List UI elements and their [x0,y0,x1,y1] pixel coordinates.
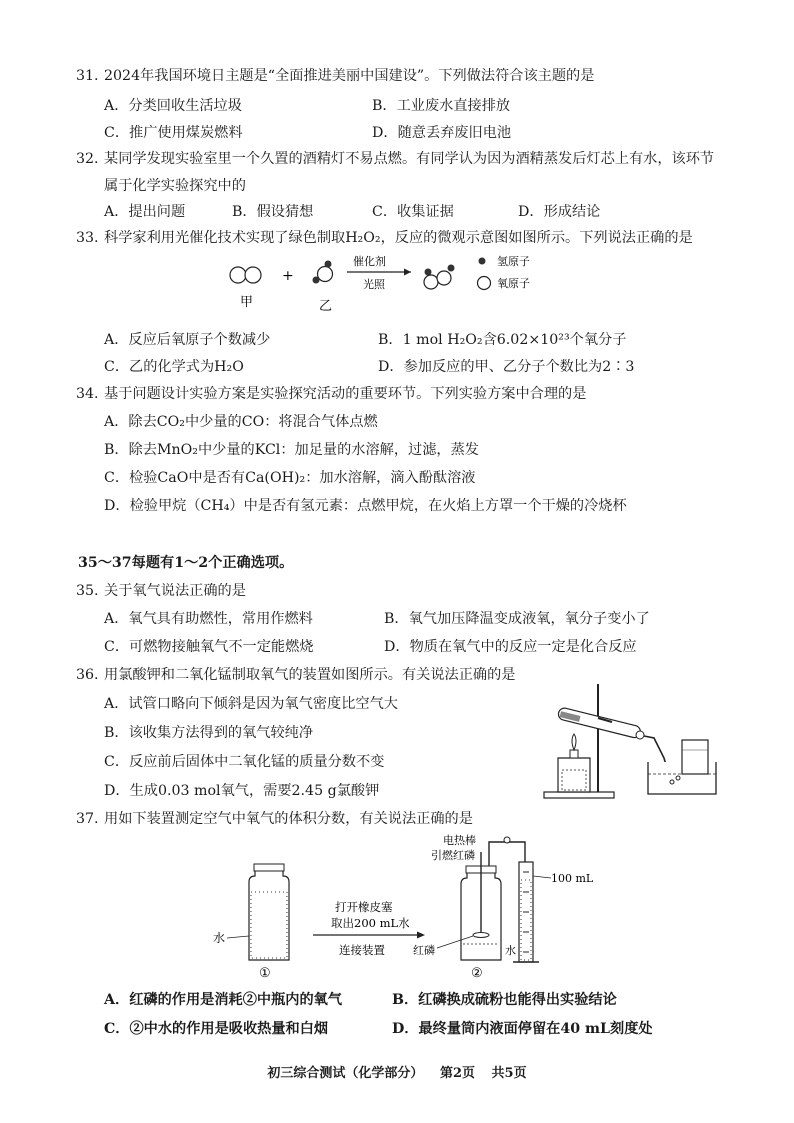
cylinder-100ml-label: 100 mL [551,872,594,885]
q33-option-a: A．反应后氧原子个数减少 [104,332,271,348]
footer-title: 初三综合测试（化学部分） [267,1066,424,1081]
q35-stem: 关于氧气说法正确的是 [104,583,246,599]
q35-number: 35. [76,583,99,599]
alcohol-lamp [558,758,590,792]
q31-option-d: D．随意丢弃废旧电池 [372,125,512,141]
label-jia: 甲 [240,295,254,310]
arrow-label-remove-water: 取出200 mL水 [331,916,410,930]
oxygen-apparatus-diagram [540,678,720,802]
stand-base [544,792,614,798]
test-tube [557,707,641,739]
stopper [636,731,644,739]
flame-icon [572,734,576,750]
page-footer [0,1062,794,1081]
legend-oxygen-label: 氧原子 [497,277,530,290]
arrow-label-connect: 连接装置 [339,943,385,957]
section-note: 35～37每题有1～2个正确选项。 [78,555,294,571]
q37-option-b: B．红磷换成硫粉也能得出实验结论 [392,992,617,1008]
legend-hydrogen-label: 氢原子 [497,255,530,268]
arrow-label-catalyst: 催化剂 [353,255,386,268]
q32-stem-line2: 属于化学实验探究中的 [104,178,246,194]
red-phosphorus-label: 红磷 [413,944,435,957]
label-yi: 乙 [319,299,333,314]
q37-number: 37. [76,811,99,827]
q36-option-c: C．反应前后固体中二氧化锰的质量分数不变 [104,754,385,770]
q37-stem: 用如下装置测定空气中氧气的体积分数，有关说法正确的是 [104,811,473,827]
q34-option-c: C．检验CaO中是否有Ca(OH)₂：加水溶解，滴入酚酞溶液 [104,470,476,486]
q32-option-c: C．收集证据 [372,204,454,220]
q35-option-a: A．氧气具有助燃性，常用作燃料 [104,611,313,627]
q36-number: 36. [76,667,99,683]
molecule-yi [313,261,333,284]
q32-option-a: A．提出问题 [104,204,186,220]
q32-number: 32. [76,151,99,167]
plus-sign: + [282,268,294,284]
q33-stem: 科学家利用光催化技术实现了绿色制取H₂O₂，反应的微观示意图如图所示。下列说法正确的是 [104,230,693,246]
q35-option-b: B．氧气加压降温变成液氧，氧分子变小了 [384,611,650,627]
q33-option-d: D．参加反应的甲、乙分子个数比为2∶3 [378,359,635,375]
q32-option-b: B．假设猜想 [232,204,314,220]
q34-number: 34. [76,386,99,402]
q35-option-c: C．可燃物接触氧气不一定能燃烧 [104,639,314,655]
molecule-product [424,265,455,290]
q36-option-d: D．生成0.03 mol氧气，需要2.45 g氯酸钾 [104,783,380,799]
q36-option-b: B．该收集方法得到的氧气较纯净 [104,725,314,741]
q32-stem-line1: 某同学发现实验室里一个久置的酒精灯不易点燃。有同学认为因为酒精蒸发后灯芯上有水，该环节 [104,151,715,167]
q32-option-d: D．形成结论 [518,204,601,220]
q33-number: 33. [76,230,99,246]
q36-option-a: A．试管口略向下倾斜是因为氧气密度比空气大 [104,696,398,712]
molecule-jia [230,267,261,283]
arrow-label-light: 光照 [363,278,385,291]
q37-option-c: C．②中水的作用是吸收热量和白烟 [104,1021,329,1037]
footer-total: 共5页 [491,1066,527,1081]
measuring-cylinder [513,862,539,962]
water-label-1: 水 [213,931,226,945]
label-circle-2: ② [471,966,483,981]
arrow-label-open-stopper: 打开橡皮塞 [335,900,393,914]
q33-option-b: B．1 mol H₂O₂含6.02×10²³个氧分子 [378,332,627,348]
q31-option-c: C．推广使用煤炭燃料 [104,125,243,141]
q34-option-d: D．检验甲烷（CH₄）中是否有氢元素：点燃甲烷，在火焰上方罩一个干燥的冷烧杯 [104,498,627,514]
rod-label-2: 引燃红磷 [431,849,475,862]
reaction-microscopic-diagram [225,250,585,318]
bottle-1 [249,864,289,960]
oxygen-volume-diagram [205,832,594,982]
q37-option-d: D．最终量筒内液面停留在40 mL刻度处 [392,1021,653,1037]
rod-label-1: 电热棒 [443,834,476,847]
q34-option-a: A．除去CO₂中少量的CO：将混合气体点燃 [104,414,378,430]
q31-option-a: A．分类回收生活垃圾 [104,98,242,114]
legend-hydrogen-icon [479,258,486,265]
collecting-bottle [682,740,708,774]
q31-number: 31. [76,68,99,84]
legend-oxygen-icon [478,277,491,290]
label-circle-1: ① [259,966,271,981]
q31-option-b: B．工业废水直接排放 [372,98,511,114]
q36-stem: 用氯酸钾和二氧化锰制取氧气的装置如图所示。有关说法正确的是 [104,667,516,683]
q37-option-a: A．红磷的作用是消耗②中瓶内的氧气 [104,992,343,1008]
footer-page: 第2页 [439,1066,475,1081]
water-label-2: 水 [505,944,516,957]
q34-stem: 基于问题设计实验方案是实验探究活动的重要环节。下列实验方案中合理的是 [104,386,587,402]
q33-option-c: C．乙的化学式为H₂O [104,359,244,375]
arrow-head [404,269,411,276]
q35-option-d: D．物质在氧气中的反应一定是化合反应 [384,639,637,655]
q31-stem: 2024年我国环境日主题是“全面推进美丽中国建设”。下列做法符合该主题的是 [104,68,595,84]
q34-option-b: B．除去MnO₂中少量的KCl：加足量的水溶解，过滤，蒸发 [104,442,479,458]
